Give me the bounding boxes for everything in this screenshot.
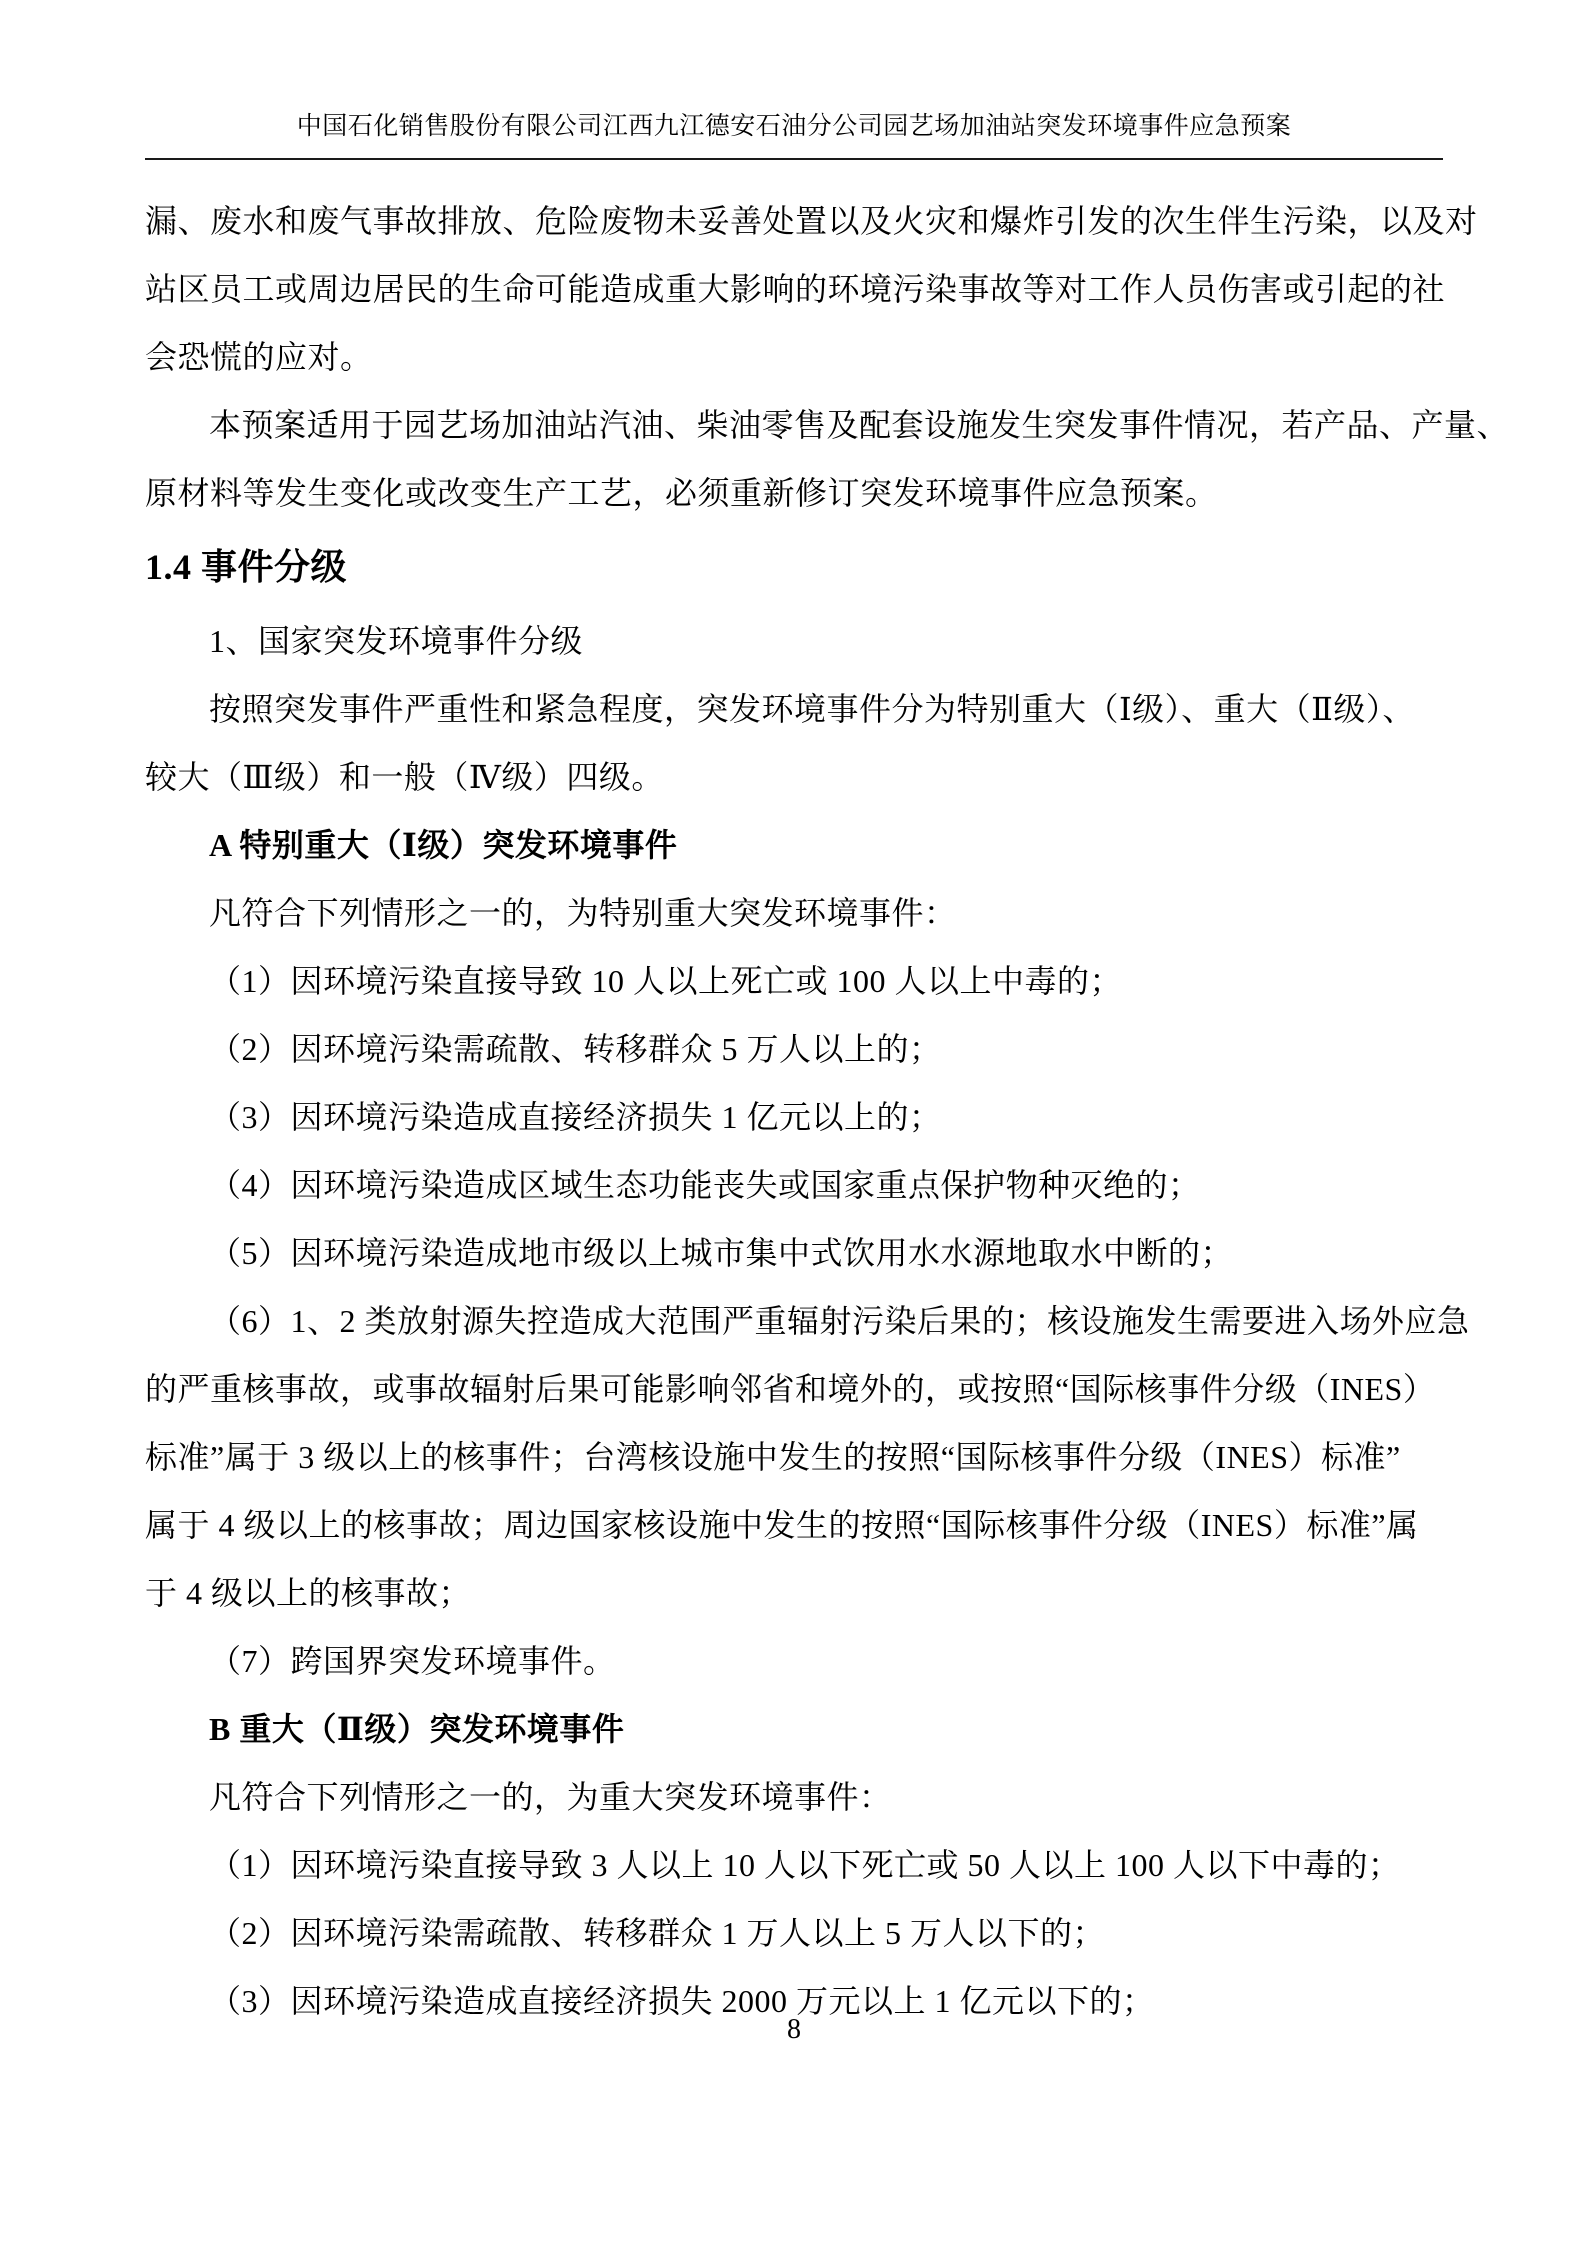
document-line: （6）1、2 类放射源失控造成大范围严重辐射污染后果的；核设施发生需要进入场外应急: [209, 1303, 1470, 1339]
document-line: （3）因环境污染造成直接经济损失 1 亿元以上的；: [209, 1099, 942, 1135]
document-line: B 重大（Ⅱ级）突发环境事件: [209, 1711, 625, 1747]
document-line: （1）因环境污染直接导致 10 人以上死亡或 100 人以上中毒的；: [209, 963, 1123, 999]
document-line: A 特别重大（Ⅰ级）突发环境事件: [209, 827, 678, 863]
header-rule: [145, 158, 1443, 160]
document-line: 站区员工或周边居民的生命可能造成重大影响的环境污染事故等对工作人员伤害或引起的社: [145, 271, 1446, 307]
document-line: 会恐慌的应对。: [145, 339, 373, 375]
document-line: 原材料等发生变化或改变生产工艺，必须重新修订突发环境事件应急预案。: [145, 475, 1218, 511]
document-line: 漏、废水和废气事故排放、危险废物未妥善处置以及火灾和爆炸引发的次生伴生污染，以及对: [145, 203, 1478, 239]
document-line: 较大（Ⅲ级）和一般（Ⅳ级）四级。: [145, 759, 664, 795]
section-heading: 1.4 事件分级: [145, 547, 348, 587]
document-line: （2）因环境污染需疏散、转移群众 5 万人以上的；: [209, 1031, 942, 1067]
header-title: 中国石化销售股份有限公司江西九江德安石油分公司园艺场加油站突发环境事件应急预案: [296, 113, 1292, 140]
document-line: 凡符合下列情形之一的，为特别重大突发环境事件：: [209, 895, 957, 931]
document-line: 按照突发事件严重性和紧急程度，突发环境事件分为特别重大（Ⅰ级）、重大（Ⅱ级）、: [209, 691, 1415, 727]
page-footer: [145, 2010, 1443, 2050]
document-line: 于 4 级以上的核事故；: [145, 1575, 472, 1611]
document-line: （2）因环境污染需疏散、转移群众 1 万人以上 5 万人以下的；: [209, 1915, 1106, 1951]
page-number: 8: [787, 2014, 801, 2045]
document-line: 本预案适用于园艺场加油站汽油、柴油零售及配套设施发生突发事件情况，若产品、产量、: [209, 407, 1510, 443]
document-line: （1）因环境污染直接导致 3 人以上 10 人以下死亡或 50 人以上 100 人以下中毒的；: [209, 1847, 1401, 1883]
document-body: [145, 187, 1510, 2035]
document-line: （4）因环境污染造成区域生态功能丧失或国家重点保护物种灭绝的；: [209, 1167, 1201, 1203]
document-line: 1、国家突发环境事件分级: [209, 623, 584, 659]
document-line: 属于 4 级以上的核事故；周边国家核设施中发生的按照“国际核事件分级（INES）标准”属: [145, 1507, 1419, 1543]
document-line: 的严重核事故，或事故辐射后果可能影响邻省和境外的，或按照“国际核事件分级（INES）: [145, 1371, 1436, 1407]
document-line: （7）跨国界突发环境事件。: [209, 1643, 616, 1679]
document-line: 标准”属于 3 级以上的核事件；台湾核设施中发生的按照“国际核事件分级（INES）标准”: [145, 1439, 1401, 1475]
document-line: 凡符合下列情形之一的，为重大突发环境事件：: [209, 1779, 892, 1815]
document-line: （3）因环境污染造成直接经济损失 2000 万元以上 1 亿元以下的；: [209, 1983, 1155, 2019]
document-line: （5）因环境污染造成地市级以上城市集中式饮用水水源地取水中断的；: [209, 1235, 1234, 1271]
